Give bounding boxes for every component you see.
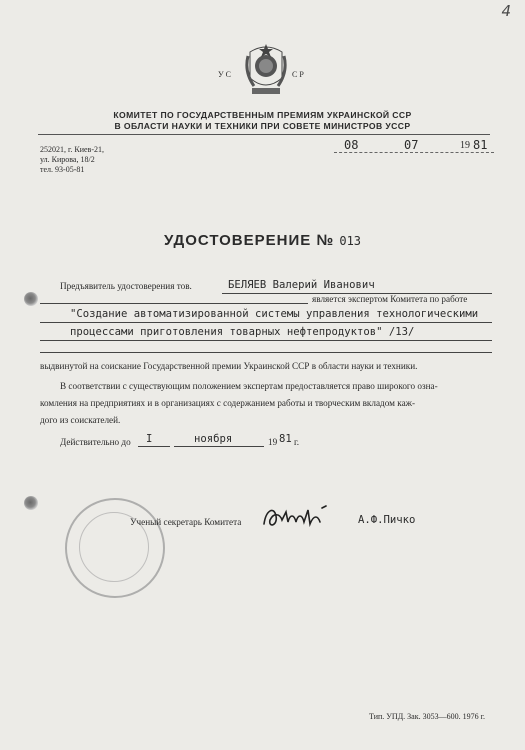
committee-line-2: В ОБЛАСТИ НАУКИ И ТЕХНИКИ ПРИ СОВЕТЕ МИНИСТРОВ УССР: [114, 121, 411, 131]
committee-header: [0, 110, 525, 132]
work-underline-3: [40, 352, 492, 353]
date-month: 07: [404, 138, 419, 152]
date-underline: [334, 152, 494, 153]
work-title-line-2: процессами приготовления товарных нефтепродуктов" /13/: [70, 326, 415, 338]
valid-year-prefix: 19: [268, 437, 278, 447]
printer-footer: Тип. УПД. Зак. 3053—600. 1976 г.: [369, 712, 485, 721]
valid-year: 81: [279, 433, 292, 445]
blank-underline: [40, 303, 308, 304]
date-year-prefix: 19: [460, 140, 470, 151]
nominated-text: выдвинутой на соискание Государственной премии Украинской ССР в области науки и техники.: [40, 361, 418, 371]
work-underline-1: [40, 322, 492, 323]
valid-suffix: г.: [294, 437, 300, 447]
valid-day-underline: [138, 446, 170, 447]
paragraph-line-1: В соответствии с существующим положением экспертам предоставляется право широкого озна-: [60, 381, 438, 391]
committee-line-1: КОМИТЕТ ПО ГОСУДАРСТВЕННЫМ ПРЕМИЯМ УКРАИНСКОЙ ССР: [113, 110, 412, 120]
expert-text: является экспертом Комитета по работе: [312, 294, 468, 304]
address-line-2: ул. Кирова, 18/2: [40, 155, 95, 164]
secretary-name: А.Ф.Пичко: [358, 514, 416, 526]
bearer-label: Предъявитель удостоверения тов.: [60, 281, 192, 291]
work-underline-2: [40, 340, 492, 341]
secretary-label: Ученый секретарь Комитета: [130, 517, 242, 527]
punch-hole: [24, 496, 38, 510]
title-label: УДОСТОВЕРЕНИЕ №: [163, 232, 335, 249]
address-block: [40, 145, 104, 175]
date-day: 08: [344, 138, 359, 152]
emblem-label-right: СР: [292, 70, 306, 79]
paragraph-line-3: дого из соискателей.: [40, 415, 121, 425]
bearer-name: БЕЛЯЕВ Валерий Иванович: [228, 279, 375, 291]
issue-date: [340, 134, 490, 154]
valid-day: I: [146, 433, 153, 445]
official-stamp: [65, 498, 165, 598]
paragraph-line-2: комления на предприятиях и в организациях с содержанием работы и творческим вкладом каж-: [40, 398, 416, 408]
signature-icon: [258, 502, 342, 532]
valid-label: Действительно до: [60, 437, 131, 447]
certificate-number: 013: [339, 234, 362, 248]
valid-month-underline: [174, 446, 264, 447]
address-line-1: 252021, г. Киев-21,: [40, 145, 104, 154]
valid-month: ноября: [194, 433, 233, 445]
document-title: [0, 232, 525, 249]
address-line-3: тел. 93-05-81: [40, 165, 85, 174]
page-number: 4: [501, 2, 511, 20]
date-year: 81: [473, 138, 488, 152]
soviet-emblem-icon: [242, 42, 290, 100]
punch-hole: [24, 292, 38, 306]
work-title-line-1: "Создание автоматизированной системы управления технологическими: [70, 308, 479, 320]
emblem-label-left: УС: [218, 70, 233, 79]
